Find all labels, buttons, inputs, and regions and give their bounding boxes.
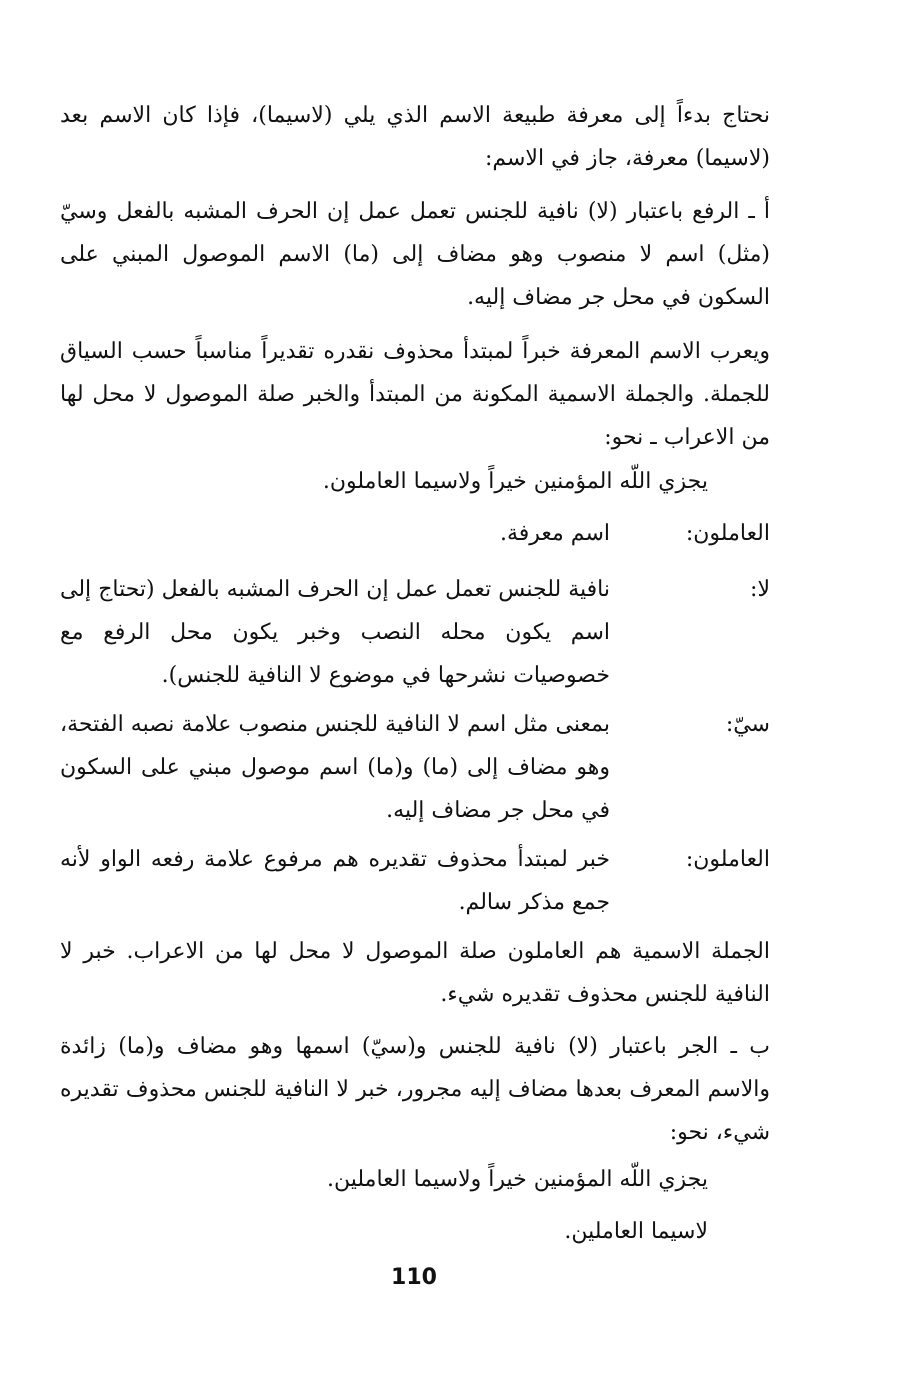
case-b-paragraph: ب ـ الجر باعتبار (لا) نافية للجنس و(سيّ) اسمها وهو مضاف و(ما) زائدة والاسم المعرف بعدها مضاف إليه مجرور، خبر لا النافية للجنس محذوف تقديره شيء، نحو:	[60, 1034, 770, 1145]
page-number: 110	[391, 1265, 437, 1290]
gloss-definition: نافية للجنس تعمل عمل إن الحرف المشبه بالفعل (تحتاج إلى اسم يكون محله النصب وخبر يكون محل الرفع مع خصوصيات نشرحها في موضوع لا النافية للجنس).	[60, 577, 610, 688]
example-sentence-1: يجزي اللّه المؤمنين خيراً ولاسيما العاملون.	[322, 469, 708, 494]
gloss-definition: اسم معرفة.	[499, 521, 610, 546]
gloss-term: لا:	[750, 577, 770, 602]
gloss-definition: خبر لمبتدأ محذوف تقديره هم مرفوع علامة رفعه الواو لأنه جمع مذكر سالم.	[60, 847, 610, 915]
example-sentence-3: لاسيما العاملين.	[564, 1219, 708, 1244]
intro-paragraph: نحتاج بدءاً إلى معرفة طبيعة الاسم الذي يلي (لاسيما)، فإذا كان الاسم بعد (لاسيما) معرفة، جاز في الاسم:	[60, 103, 770, 171]
sentence-note-paragraph: الجملة الاسمية هم العاملون صلة الموصول لا محل لها من الاعراب. خبر لا النافية للجنس محذوف تقديره شيء.	[60, 939, 770, 1007]
gloss-term: العاملون:	[685, 521, 770, 546]
gloss-definition: بمعنى مثل اسم لا النافية للجنس منصوب علامة نصبه الفتحة، وهو مضاف إلى (ما) و(ما) اسم موصول مبني على السكون في محل جر مضاف إليه.	[60, 712, 610, 823]
case-a-detail-paragraph: ويعرب الاسم المعرفة خبراً لمبتدأ محذوف نقدره تقديراً مناسباً حسب السياق للجملة. والجملة الاسمية المكونة من المبتدأ والخبر صلة الموصول لا محل لها من الاعراب ـ نحو:	[60, 339, 770, 450]
gloss-term: سيّ:	[725, 712, 770, 737]
gloss-term: العاملون:	[685, 847, 770, 872]
example-sentence-2: يجزي اللّه المؤمنين خيراً ولاسيما العاملين.	[327, 1167, 708, 1192]
case-a-paragraph: أ ـ الرفع باعتبار (لا) نافية للجنس تعمل عمل إن الحرف المشبه بالفعل وسيّ (مثل) اسم لا منصوب وهو مضاف إلى (ما) الاسم الموصول المبني على السكون في محل جر مضاف إليه.	[60, 199, 770, 310]
